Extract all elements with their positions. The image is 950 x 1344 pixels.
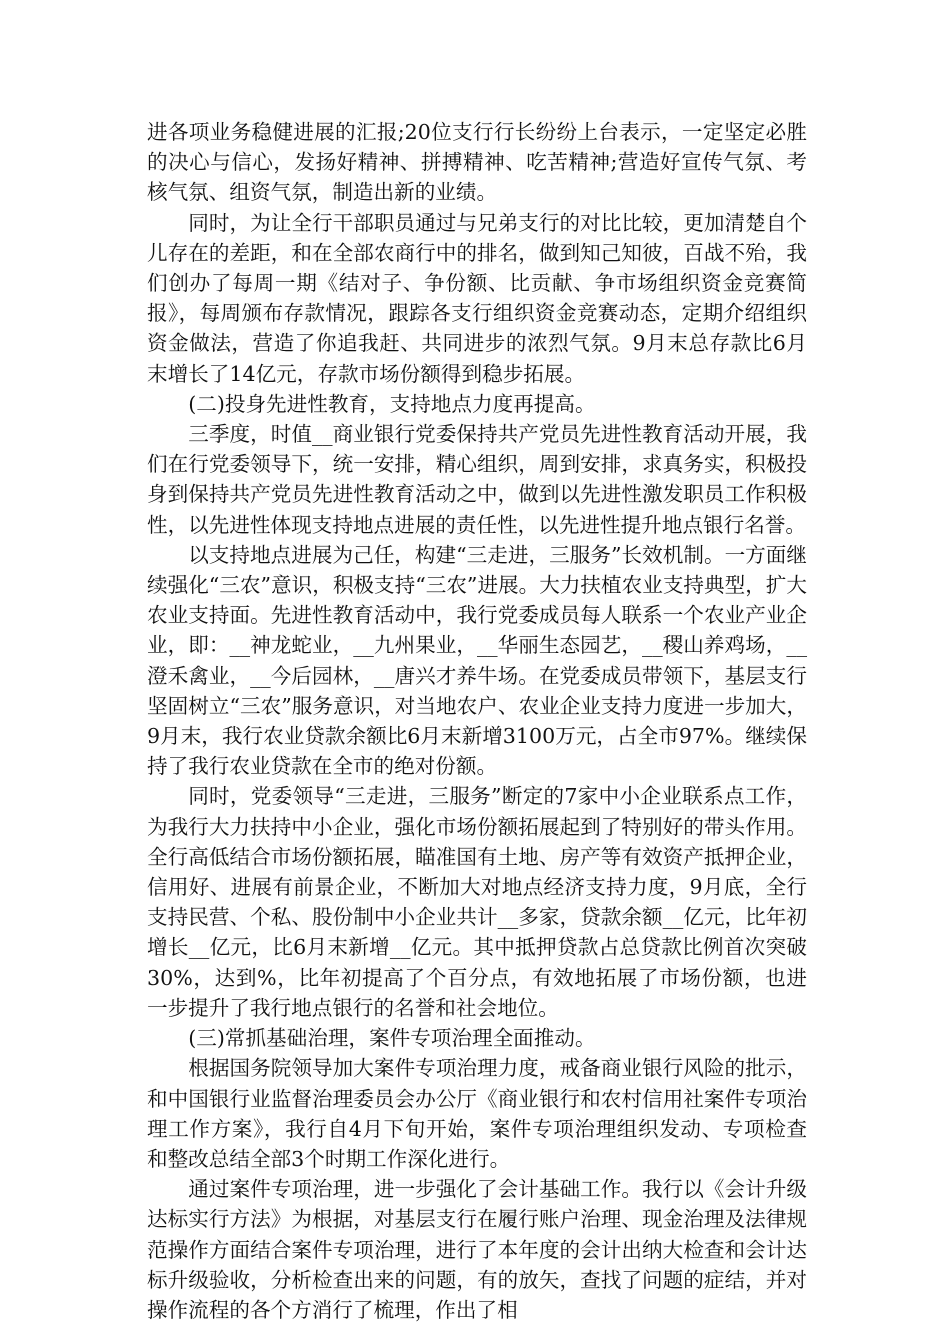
section-heading-2: (二)投身先进性教育，支持地点力度再提高。 [188, 391, 596, 416]
document-body [147, 117, 807, 1325]
paragraph-2: 同时，为让全行干部职员通过与兄弟支行的对比比较，更加清楚自个儿存在的差距，和在全部农商行中的排名，做到知己知彼，百战不殆，我们创办了每周一期《结对子、争份额、比贡献、争市场组织资金竞赛简报》，每周颁布存款情况，跟踪各支行组织资金竞赛动态，定期介绍组织资金做法，营造了你追我赶、共同进步的浓烈气氛。9月末总存款比6月末增长了14亿元，存款市场份额得到稳步拓展。 [147, 210, 807, 386]
paragraph-6: 根据国务院领导加大案件专项治理力度，戒备商业银行风险的批示，和中国银行业监督治理委员会办公厅《商业银行和农村信用社案件专项治理工作方案》，我行自4月下旬开始，案件专项治理组织发动、专项检查和整改总结全部3个时期工作深化进行。 [147, 1056, 807, 1171]
paragraph-4: 以支持地点进展为己任，构建“三走进，三服务”长效机制。一方面继续强化“三农”意识，积极支持“三农”进展。大力扶植农业支持典型，扩大农业支持面。先进性教育活动中，我行党委成员每人联系一个农业产业企业，即：__神龙蛇业，__九州果业，__华丽生态园艺，__稷山养鸡场，__澄禾禽业，__今后园林，__唐兴才养牛场。在党委成员带领下，基层支行坚固树立“三农”服务意识，对当地农户、农业企业支持力度进一步加大，9月末，我行农业贷款余额比6月末新增3100万元，占全市97%。继续保持了我行农业贷款在全市的绝对份额。 [147, 542, 807, 779]
section-heading-3: (三)常抓基础治理，案件专项治理全面推动。 [188, 1026, 596, 1051]
paragraph-5: 同时，党委领导“三走进，三服务”断定的7家中小企业联系点工作，为我行大力扶持中小企业，强化市场份额拓展起到了特别好的带头作用。全行高低结合市场份额拓展，瞄准国有土地、房产等有效资产抵押企业，信用好、进展有前景企业，不断加大对地点经济支持力度，9月底，全行支持民营、个私、股份制中小企业共计__多家，贷款余额__亿元，比年初增长__亿元，比6月末新增__亿元。其中抵押贷款占总贷款比例首次突破30%，达到%，比年初提高了个百分点，有效地拓展了市场份额，也进一步提升了我行地点银行的名誉和社会地位。 [147, 784, 807, 1020]
paragraph-1: 进各项业务稳健进展的汇报;20位支行行长纷纷上台表示，一定坚定必胜的决心与信心，发扬好精神、拼搏精神、吃苦精神;营造好宣传气氛、考核气氛、组资气氛，制造出新的业绩。 [147, 120, 807, 205]
paragraph-3: 三季度，时值__商业银行党委保持共产党员先进性教育活动开展，我们在行党委领导下，统一安排，精心组织，周到安排，求真务实，积极投身到保持共产党员先进性教育活动之中，做到以先进性激发职员工作积极性，以先进性体现支持地点进展的责任性，以先进性提升地点银行名誉。 [147, 422, 807, 537]
paragraph-7: 通过案件专项治理，进一步强化了会计基础工作。我行以《会计升级达标实行方法》为根据，对基层支行在履行账户治理、现金治理及法律规范操作方面结合案件专项治理，进行了本年度的会计出纳大检查和会计达标升级验收，分析检查出来的问题，有的放矢，查找了问题的症结，并对操作流程的各个方消行了梳理，作出了相 [147, 1177, 807, 1322]
